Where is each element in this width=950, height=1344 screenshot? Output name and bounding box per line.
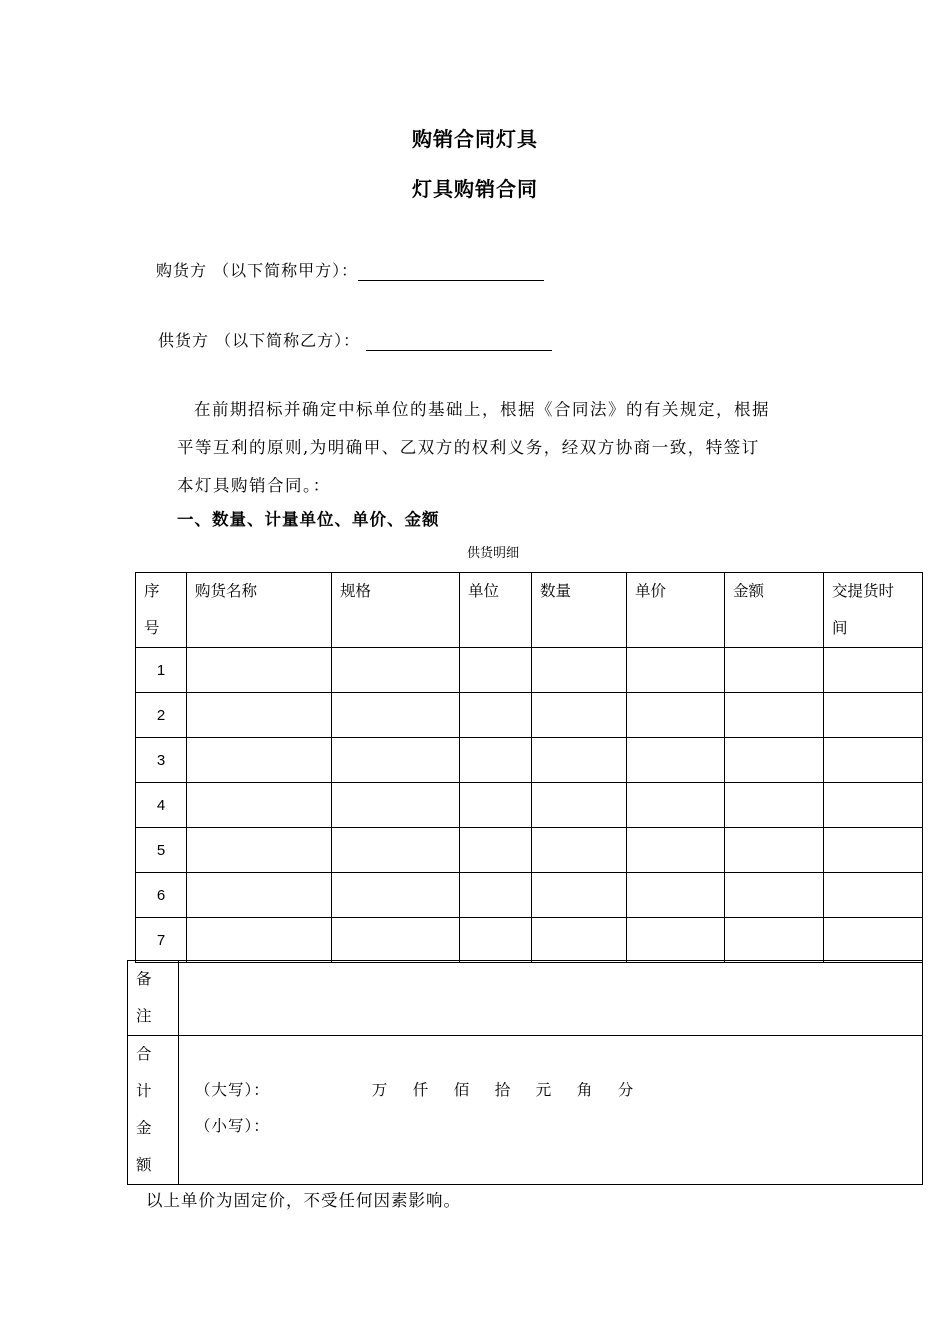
total-upper-label: （大写）： <box>195 1081 270 1099</box>
cell-amount[interactable] <box>725 783 824 828</box>
intro-line-1: 在前期招标并确定中标单位的基础上，根据《合同法》的有关规定，根据 <box>194 400 770 419</box>
header-unit: 单位 <box>460 573 532 648</box>
header-delivery: 交提货时 间 <box>824 573 923 648</box>
cell-qty[interactable] <box>532 693 627 738</box>
cell-name[interactable] <box>187 828 332 873</box>
seller-line <box>158 328 552 351</box>
cell-unit[interactable] <box>460 873 532 918</box>
cell-delivery[interactable] <box>824 648 923 693</box>
section-heading: 一、数量、计量单位、单价、金额 <box>177 510 440 529</box>
cell-spec[interactable] <box>332 918 460 963</box>
document-title: 购销合同灯具 <box>412 127 538 151</box>
cell-qty[interactable] <box>532 783 627 828</box>
header-spec: 规格 <box>332 573 460 648</box>
cell-amount[interactable] <box>725 918 824 963</box>
cell-unit[interactable] <box>460 738 532 783</box>
total-cell[interactable] <box>179 1036 923 1185</box>
header-seq: 序 号 <box>136 573 187 648</box>
footer-note: 以上单价为固定价，不受任何因素影响。 <box>146 1191 461 1210</box>
buyer-line <box>156 258 544 281</box>
total-lower-label: （小写）： <box>195 1117 270 1135</box>
table-caption: 供货明细 <box>466 546 519 561</box>
cell-price[interactable] <box>627 693 725 738</box>
cell-unit[interactable] <box>460 918 532 963</box>
cell-spec[interactable] <box>332 783 460 828</box>
cell-unit[interactable] <box>460 693 532 738</box>
total-label: 合 计 金 额 <box>128 1036 179 1185</box>
cell-spec[interactable] <box>332 693 460 738</box>
cell-amount[interactable] <box>725 828 824 873</box>
cell-name[interactable] <box>187 738 332 783</box>
cell-delivery[interactable] <box>824 693 923 738</box>
table-header-row <box>136 573 923 648</box>
cell-unit[interactable] <box>460 828 532 873</box>
cell-unit[interactable] <box>460 648 532 693</box>
intro-line-2: 平等互利的原则,为明确甲、乙双方的权利义务，经双方协商一致，特签订 <box>177 438 760 457</box>
remarks-label: 备 注 <box>128 961 179 1036</box>
header-price: 单价 <box>627 573 725 648</box>
cell-amount[interactable] <box>725 693 824 738</box>
unit-qian: 仟 <box>412 1081 430 1099</box>
cell-price[interactable] <box>627 783 725 828</box>
row-number: 5 <box>136 828 187 873</box>
cell-amount[interactable] <box>725 648 824 693</box>
row-number: 7 <box>136 918 187 963</box>
document-subtitle: 灯具购销合同 <box>412 177 538 201</box>
cell-unit[interactable] <box>460 783 532 828</box>
seller-blank[interactable] <box>366 332 552 351</box>
unit-shi: 拾 <box>494 1081 512 1099</box>
buyer-blank[interactable] <box>358 262 544 281</box>
cell-qty[interactable] <box>532 918 627 963</box>
row-number: 6 <box>136 873 187 918</box>
cell-price[interactable] <box>627 918 725 963</box>
unit-wan: 万 <box>371 1081 389 1099</box>
cell-delivery[interactable] <box>824 738 923 783</box>
remarks-row <box>128 961 923 1036</box>
cell-price[interactable] <box>627 873 725 918</box>
unit-fen: 分 <box>617 1081 635 1099</box>
cell-qty[interactable] <box>532 828 627 873</box>
header-amount: 金额 <box>725 573 824 648</box>
table-row <box>136 738 923 783</box>
cell-amount[interactable] <box>725 873 824 918</box>
goods-table <box>135 572 923 963</box>
upper-units <box>372 1072 659 1108</box>
cell-spec[interactable] <box>332 873 460 918</box>
cell-delivery[interactable] <box>824 873 923 918</box>
cell-amount[interactable] <box>725 738 824 783</box>
table-row <box>136 873 923 918</box>
cell-qty[interactable] <box>532 648 627 693</box>
row-number: 2 <box>136 693 187 738</box>
cell-name[interactable] <box>187 693 332 738</box>
intro-line-3: 本灯具购销合同。： <box>177 476 331 495</box>
header-name: 购货名称 <box>187 573 332 648</box>
cell-name[interactable] <box>187 783 332 828</box>
header-qty: 数量 <box>532 573 627 648</box>
summary-table <box>127 960 923 1185</box>
cell-name[interactable] <box>187 873 332 918</box>
row-number: 3 <box>136 738 187 783</box>
cell-price[interactable] <box>627 648 725 693</box>
table-row <box>136 783 923 828</box>
unit-yuan: 元 <box>535 1081 553 1099</box>
cell-name[interactable] <box>187 918 332 963</box>
table-row <box>136 828 923 873</box>
remarks-cell[interactable] <box>179 961 923 1036</box>
cell-delivery[interactable] <box>824 918 923 963</box>
seller-label: 供货方 （以下简称乙方）： <box>158 331 361 350</box>
cell-spec[interactable] <box>332 828 460 873</box>
total-lower-line <box>195 1108 270 1144</box>
row-number: 1 <box>136 648 187 693</box>
total-upper-line <box>195 1072 659 1108</box>
table-row <box>136 648 923 693</box>
cell-delivery[interactable] <box>824 828 923 873</box>
cell-spec[interactable] <box>332 648 460 693</box>
table-row <box>136 918 923 963</box>
cell-name[interactable] <box>187 648 332 693</box>
total-row <box>128 1036 923 1185</box>
cell-price[interactable] <box>627 738 725 783</box>
cell-qty[interactable] <box>532 873 627 918</box>
cell-qty[interactable] <box>532 738 627 783</box>
row-number: 4 <box>136 783 187 828</box>
cell-delivery[interactable] <box>824 783 923 828</box>
cell-price[interactable] <box>627 828 725 873</box>
cell-spec[interactable] <box>332 738 460 783</box>
table-row <box>136 693 923 738</box>
unit-jiao: 角 <box>576 1081 594 1099</box>
unit-bai: 佰 <box>453 1081 471 1099</box>
buyer-label: 购货方 （以下简称甲方）： <box>156 261 359 280</box>
